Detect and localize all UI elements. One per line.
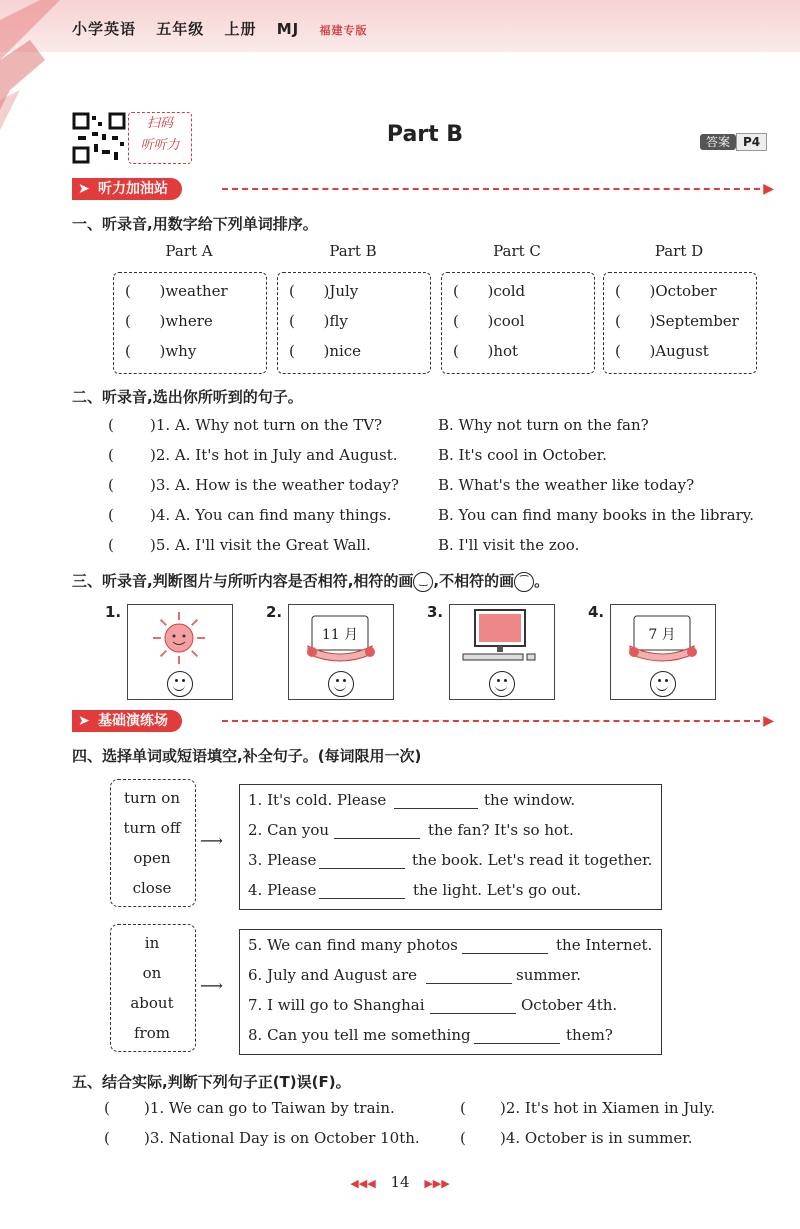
answer-paren[interactable]: ( [108,476,114,494]
question-3-title [72,570,549,592]
smile-face-icon[interactable] [650,671,676,697]
picture-art [449,606,553,670]
sentence-end: October 4th. [521,996,618,1014]
answer-paren[interactable]: ( [104,1129,110,1147]
answer-paren[interactable]: ( ) [615,312,656,330]
picture-number: 1. [105,603,122,621]
answer-paren[interactable]: ( [104,1099,110,1117]
arrow-right-icon: ▶ [763,713,774,729]
part-label: Part D [654,242,704,260]
answer-label: 答案 [700,134,736,150]
frown-face-icon: ⁀ [514,572,534,592]
option-a[interactable]: )2. A. It's hot in July and August. [150,446,398,464]
word-text: fly [329,312,348,330]
option-a[interactable]: )1. A. Why not turn on the TV? [150,416,383,434]
word-order-item[interactable] [289,312,348,330]
sentence-start: 1. It's cold. Please [248,791,387,809]
header-edition-code: MJ [276,20,300,38]
word-order-item[interactable] [453,342,518,360]
answer-paren[interactable]: ( [108,506,114,524]
word-bank-item[interactable]: close [132,879,172,897]
book-header [72,18,382,39]
fill-blank[interactable] [319,867,405,869]
fill-blank[interactable] [474,1042,560,1044]
sentence-start: 7. I will go to Shanghai [248,996,425,1014]
option-b[interactable]: B. Why not turn on the fan? [438,416,649,434]
word-text: cool [493,312,525,330]
sentence-end: the Internet. [556,936,653,954]
computer-icon [449,606,553,666]
word-bank-item[interactable]: about [130,994,174,1012]
answer-paren[interactable]: ( ) [289,282,330,300]
answer-paren[interactable]: ( ) [453,282,494,300]
page-title: Part B [386,122,464,147]
word-text: October [655,282,717,300]
question-1-title: 一、听录音,用数字给下列单词排序。 [72,215,318,233]
word-order-item[interactable] [453,282,525,300]
word-text: September [655,312,739,330]
question-4-title: 四、选择单词或短语填空,补全句子。(每词限用一次) [72,747,422,765]
sentence-end: the fan? It's so hot. [428,821,574,839]
fill-blank[interactable] [334,837,420,839]
page-number [350,1173,450,1191]
rocket-icon: ➤ [78,713,90,729]
word-text: hot [493,342,519,360]
picture-number: 2. [266,603,283,621]
word-order-item[interactable] [615,342,709,360]
sentence-start: 4. Please [248,881,317,899]
answer-paren[interactable]: ( [460,1099,466,1117]
scan-line-1: 扫码 [146,116,173,131]
true-false-item: )1. We can go to Taiwan by train. [144,1099,395,1117]
sentence-start: 6. July and August are [248,966,418,984]
fill-blank[interactable] [319,897,405,899]
smile-face-icon[interactable] [328,671,354,697]
question-5-title: 五、结合实际,判断下列句子正(T)误(F)。 [72,1073,351,1091]
part-label: Part C [493,242,541,260]
sun-icon [127,606,231,666]
word-text: August [655,342,709,360]
fill-blank[interactable] [462,952,548,954]
arrow-right-icon: ▶ [763,181,774,197]
answer-paren[interactable]: ( [108,446,114,464]
word-text: weather [165,282,228,300]
pagoda-decoration-icon [0,0,70,130]
sentence-start: 8. Can you tell me something [248,1026,471,1044]
fill-blank[interactable] [394,807,478,809]
answer-paren[interactable]: ( [108,536,114,554]
word-order-item[interactable] [125,312,213,330]
picture-art [127,606,231,670]
answer-paren[interactable]: ( [108,416,114,434]
picture-number: 4. [588,603,605,621]
q3-title-b: ,不相符的画 [433,572,515,590]
header-grade: 五年级 [156,20,205,38]
option-b[interactable]: B. You can find many books in the library. [438,506,755,524]
true-false-item: )2. It's hot in Xiamen in July. [500,1099,716,1117]
word-text: cold [493,282,526,300]
word-order-item[interactable] [125,282,228,300]
sentence-start: 5. We can find many photos [248,936,458,954]
section-banner-listening [72,178,780,200]
q3-title-a: 三、听录音,判断图片与所听内容是否相符,相符的画 [72,572,414,590]
smile-face-icon: ‿ [413,572,433,592]
calendar-month-label: 11 月 [321,627,359,643]
option-a[interactable]: )4. A. You can find many things. [150,506,392,524]
sentence-end: the book. Let's read it together. [412,851,653,869]
answer-paren[interactable]: ( ) [125,342,166,360]
word-text: nice [329,342,362,360]
answer-paren[interactable]: ( ) [125,312,166,330]
smile-face-icon[interactable] [167,671,193,697]
word-text: why [165,342,197,360]
option-a[interactable]: )3. A. How is the weather today? [150,476,399,494]
word-order-item[interactable] [615,312,739,330]
option-b[interactable]: B. It's cool in October. [438,446,607,464]
answer-paren[interactable]: ( ) [615,282,656,300]
calendar-month-label: 7 月 [648,627,676,643]
triple-left-arrow-icon: ◀◀◀ [350,1177,376,1190]
header-volume: 上册 [224,20,257,38]
rocket-icon: ➤ [78,181,90,197]
word-order-item[interactable] [615,282,717,300]
question-2-title: 二、听录音,选出你所听到的句子。 [72,388,303,406]
true-false-item: )3. National Day is on October 10th. [144,1129,420,1147]
option-a[interactable]: )5. A. I'll visit the Great Wall. [150,536,371,554]
option-b[interactable]: B. I'll visit the zoo. [438,536,580,554]
answer-reference[interactable] [700,133,767,150]
true-false-item: )4. October is in summer. [500,1129,693,1147]
part-label: Part A [165,242,213,260]
word-order-item[interactable] [289,342,361,360]
sentence-end: summer. [516,966,581,984]
arrow-right-icon: ⟶ [200,976,223,995]
word-bank-item[interactable]: open [133,849,171,867]
word-order-item[interactable] [453,312,525,330]
section-listening-label: 听力加油站 [98,181,168,197]
word-bank-item[interactable]: turn off [123,819,181,837]
header-subject: 小学英语 [72,20,137,38]
smile-face-icon[interactable] [489,671,515,697]
q3-title-c: 。 [534,572,550,590]
word-order-item[interactable] [289,282,358,300]
sentence-end: the window. [484,791,576,809]
word-text: July [329,282,359,300]
picture-number: 3. [427,603,444,621]
option-b[interactable]: B. What's the weather like today? [438,476,695,494]
fill-blank[interactable] [430,1012,516,1014]
word-bank-item[interactable]: from [134,1024,170,1042]
sentence-end: the light. Let's go out. [413,881,582,899]
page-number-value: 14 [390,1173,410,1191]
word-bank-item[interactable]: on [142,964,162,982]
header-edition: 福建专版 [319,24,368,37]
answer-paren[interactable]: ( ) [125,282,166,300]
arrow-right-icon: ⟶ [200,831,223,850]
sentence-start: 3. Please [248,851,317,869]
answer-paren[interactable]: ( ) [615,342,656,360]
part-label: Part B [329,242,377,260]
answer-paren[interactable]: ( ) [453,312,494,330]
section-practice-label: 基础演练场 [98,713,168,729]
answer-paren[interactable]: ( ) [289,312,330,330]
answer-paren[interactable]: ( ) [453,342,494,360]
section-banner-practice [72,710,780,732]
scan-listen-label [128,112,192,164]
sentence-start: 2. Can you [248,821,330,839]
word-order-item[interactable] [125,342,196,360]
triple-right-arrow-icon: ▶▶▶ [424,1177,450,1190]
sentence-end: them? [566,1026,613,1044]
fill-blank[interactable] [426,982,512,984]
answer-paren[interactable]: ( [460,1129,466,1147]
word-bank-item[interactable]: turn on [124,789,180,807]
word-text: where [165,312,213,330]
answer-page: P4 [736,133,767,151]
qr-code-icon[interactable] [72,112,126,164]
word-bank-item[interactable]: in [144,934,160,952]
scan-line-2: 听听力 [140,138,180,153]
answer-paren[interactable]: ( ) [289,342,330,360]
